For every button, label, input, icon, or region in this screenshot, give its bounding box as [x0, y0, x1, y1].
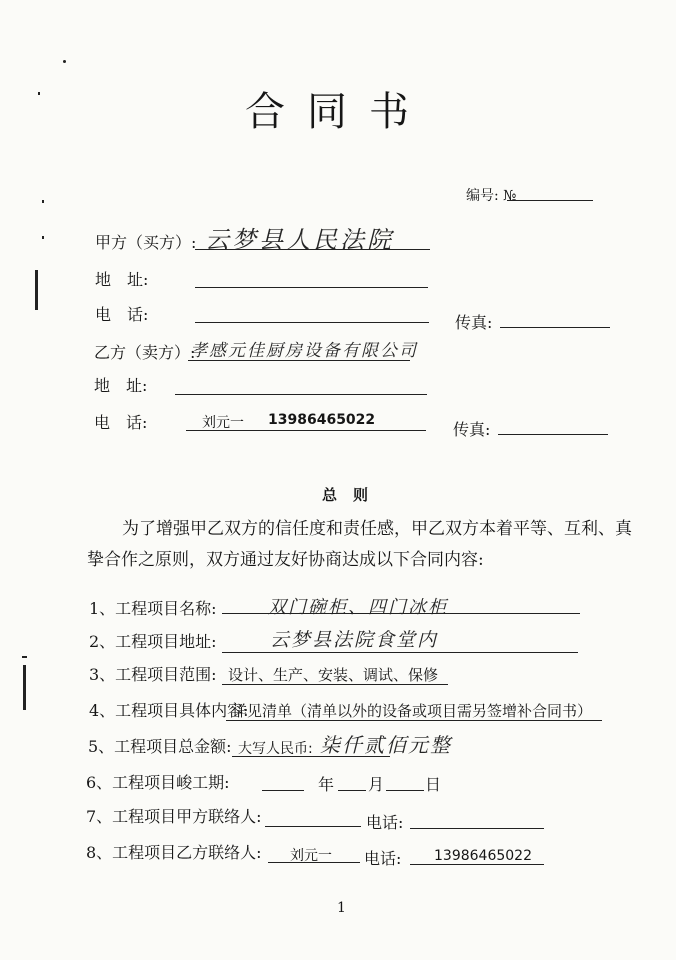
item-5-value: 柒仟贰佰元整 — [320, 733, 452, 757]
item-7-label: 7、工程项目甲方联络人: — [86, 807, 262, 826]
contract-title: 合同书 — [245, 89, 431, 135]
item-7-phone-label: 电话: — [366, 813, 404, 832]
party-a-name-line — [195, 249, 430, 250]
item-2-value: 云梦县法院食堂内 — [270, 629, 439, 651]
item-8-contact-line — [268, 862, 360, 863]
party-a-address-line — [195, 287, 428, 288]
item-1-value: 双门碗柜、四门冰柜 — [268, 597, 448, 618]
item-8-contact: 刘元一 — [290, 848, 332, 864]
item-8-label: 8、工程项目乙方联络人: — [86, 843, 262, 862]
general-paragraph-line-2: 挚合作之原则，双方通过友好协商达成以下合同内容: — [87, 550, 484, 570]
item-6-label: 6、工程项目峻工期: — [86, 773, 230, 792]
party-a-address-label: 地 址: — [95, 270, 149, 289]
item-5-prefix: 大写人民币: — [238, 741, 313, 757]
party-b-address-line — [175, 394, 427, 395]
party-b-phone-line — [186, 430, 426, 431]
general-paragraph-line-1: 为了增强甲乙双方的信任度和责任感，甲乙双方本着平等、互利、真 — [122, 519, 632, 539]
party-a-name: 云梦县人民法院 — [205, 226, 394, 254]
item-6-year-line — [262, 790, 304, 791]
scan-binding-mark — [23, 665, 26, 710]
party-b-name-line — [188, 360, 410, 361]
item-1-line — [222, 613, 580, 614]
party-b-name: 孝感元佳厨房设备有限公司 — [190, 341, 418, 361]
party-a-phone-label: 电 话: — [95, 305, 149, 324]
party-b-phone-label: 电 话: — [94, 413, 148, 432]
item-8-phone: 13986465022 — [434, 848, 532, 864]
item-4-line — [226, 720, 602, 721]
party-b-fax-label: 传真: — [453, 420, 491, 439]
item-8-phone-line — [410, 864, 544, 865]
item-6-year: 年 — [318, 775, 335, 794]
party-a-fax-label: 传真: — [455, 313, 493, 332]
party-b-contact: 刘元一 — [202, 415, 244, 431]
item-2-label: 2、工程项目地址: — [89, 632, 217, 651]
scan-speck — [42, 236, 44, 239]
item-7-contact-line — [265, 826, 361, 827]
item-7-phone-line — [410, 828, 544, 829]
item-4-label: 4、工程项目具体内容: — [89, 701, 249, 720]
item-6-day: 日 — [425, 775, 442, 794]
scan-speck — [63, 60, 66, 63]
contract-number-line — [507, 200, 593, 201]
party-b-label: 乙方（卖方）: — [94, 343, 196, 362]
item-6-month: 月 — [368, 775, 385, 794]
item-1-label: 1、工程项目名称: — [89, 599, 217, 618]
party-b-address-label: 地 址: — [94, 376, 148, 395]
scan-speck — [22, 656, 27, 658]
item-5-label: 5、工程项目总金额: — [88, 737, 232, 756]
general-heading: 总则 — [322, 486, 385, 504]
item-4-value: 详见清单（清单以外的设备或项目需另签增补合同书） — [232, 702, 593, 720]
item-8-phone-label: 电话: — [364, 849, 402, 868]
party-a-fax-line — [500, 327, 610, 328]
scan-binding-mark — [35, 270, 38, 310]
page-number: 1 — [337, 900, 346, 916]
item-3-line — [222, 684, 448, 685]
item-6-day-line — [386, 790, 424, 791]
party-b-fax-line — [498, 434, 608, 435]
scan-speck — [42, 200, 44, 203]
party-b-phone: 13986465022 — [268, 412, 376, 428]
party-a-label: 甲方（买方）: — [95, 233, 197, 252]
item-5-line — [232, 756, 390, 757]
contract-number-label: 编号: № — [466, 188, 517, 204]
item-6-month-line — [338, 790, 366, 791]
party-a-phone-line — [195, 322, 429, 323]
item-2-line — [222, 652, 578, 653]
item-3-label: 3、工程项目范围: — [89, 665, 217, 684]
item-3-value: 设计、生产、安装、调试、保修 — [228, 666, 439, 684]
